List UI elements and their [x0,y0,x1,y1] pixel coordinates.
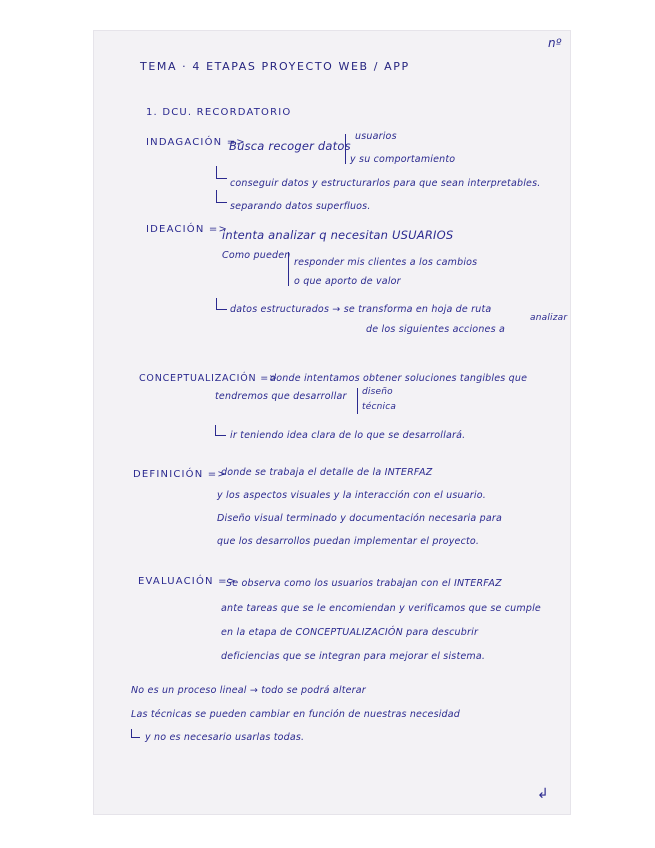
definicion-line4: que los desarrollos puedan implementar el proyecto. [217,536,480,547]
conceptualizacion-sub1: ir teniendo idea clara de lo que se desarrollará. [230,430,466,441]
evaluacion-line1: Se observa como los usuarios trabajan con el INTERFAZ [226,578,502,589]
evaluacion-label: EVALUACIÓN => [138,576,238,587]
indagacion-brace-top: usuarios [355,131,397,142]
ideacion-line2-prefix: Como pueden [222,250,291,261]
ideacion-brace-top: responder mis clientes a los cambios [294,257,478,268]
definicion-line2: y los aspectos visuales y la interacción con el usuario. [217,490,486,501]
sub-arrow-icon [216,190,227,203]
conceptualizacion-line2: tendremos que desarrollar [215,391,347,402]
ideacion-brace-bottom: o que aporto de valor [294,276,401,287]
indagacion-label: INDAGACIÓN => [146,137,246,148]
ideacion-sub1: datos estructurados → se transforma en hoja de ruta [230,304,492,315]
corner-arrow-icon: ↲ [537,786,549,802]
ideacion-label: IDEACIÓN => [146,224,229,235]
conceptualizacion-brace-bottom: técnica [362,402,397,412]
conceptualizacion-label: CONCEPTUALIZACIÓN => [139,373,278,384]
conceptualizacion-brace-top: diseño [362,387,393,397]
conceptualizacion-line1: donde intentamos obtener soluciones tangibles que [270,373,528,384]
brace-mark [345,134,346,164]
brace-mark [288,252,289,286]
ideacion-line1: intenta analizar q necesitan USUARIOS [222,228,454,242]
page-number: nº [548,36,562,50]
page-title: TEMA · 4 ETAPAS PROYECTO WEB / APP [140,60,410,73]
note-line1: No es un proceso lineal → todo se podrá alterar [131,685,366,696]
definicion-label: DEFINICIÓN => [133,469,227,480]
ideacion-sub2: de los siguientes acciones a [366,324,505,335]
ideacion-sub1-sup: analizar [530,313,568,323]
note-line2: Las técnicas se pueden cambiar en función de nuestras necesidad [131,709,461,720]
indagacion-sub1: conseguir datos y estructurarlos para que sean interpretables. [230,178,541,189]
evaluacion-line4: deficiencias que se integran para mejorar el sistema. [221,651,486,662]
note-line3: y no es necesario usarlas todas. [145,732,305,743]
definicion-line3: Diseño visual terminado y documentación necesaria para [217,513,502,524]
sub-arrow-icon [216,166,227,179]
sub-arrow-icon [215,425,226,436]
evaluacion-line2: ante tareas que se le encomiendan y verificamos que se cumple [221,603,541,614]
bleed-through-text [423,70,427,83]
indagacion-text: Busca recoger datos [229,139,351,153]
indagacion-sub2: separando datos superfluos. [230,201,371,212]
section-heading: 1. DCU. RECORDATORIO [146,107,292,118]
definicion-line1: donde se trabaja el detalle de la INTERFAZ [221,467,433,478]
indagacion-brace-bottom: y su comportamiento [350,154,456,165]
sub-arrow-icon [216,298,227,310]
brace-mark [357,388,358,414]
sub-arrow-icon [131,729,140,738]
evaluacion-line3: en la etapa de CONCEPTUALIZACIÓN para descubrir [221,627,479,638]
